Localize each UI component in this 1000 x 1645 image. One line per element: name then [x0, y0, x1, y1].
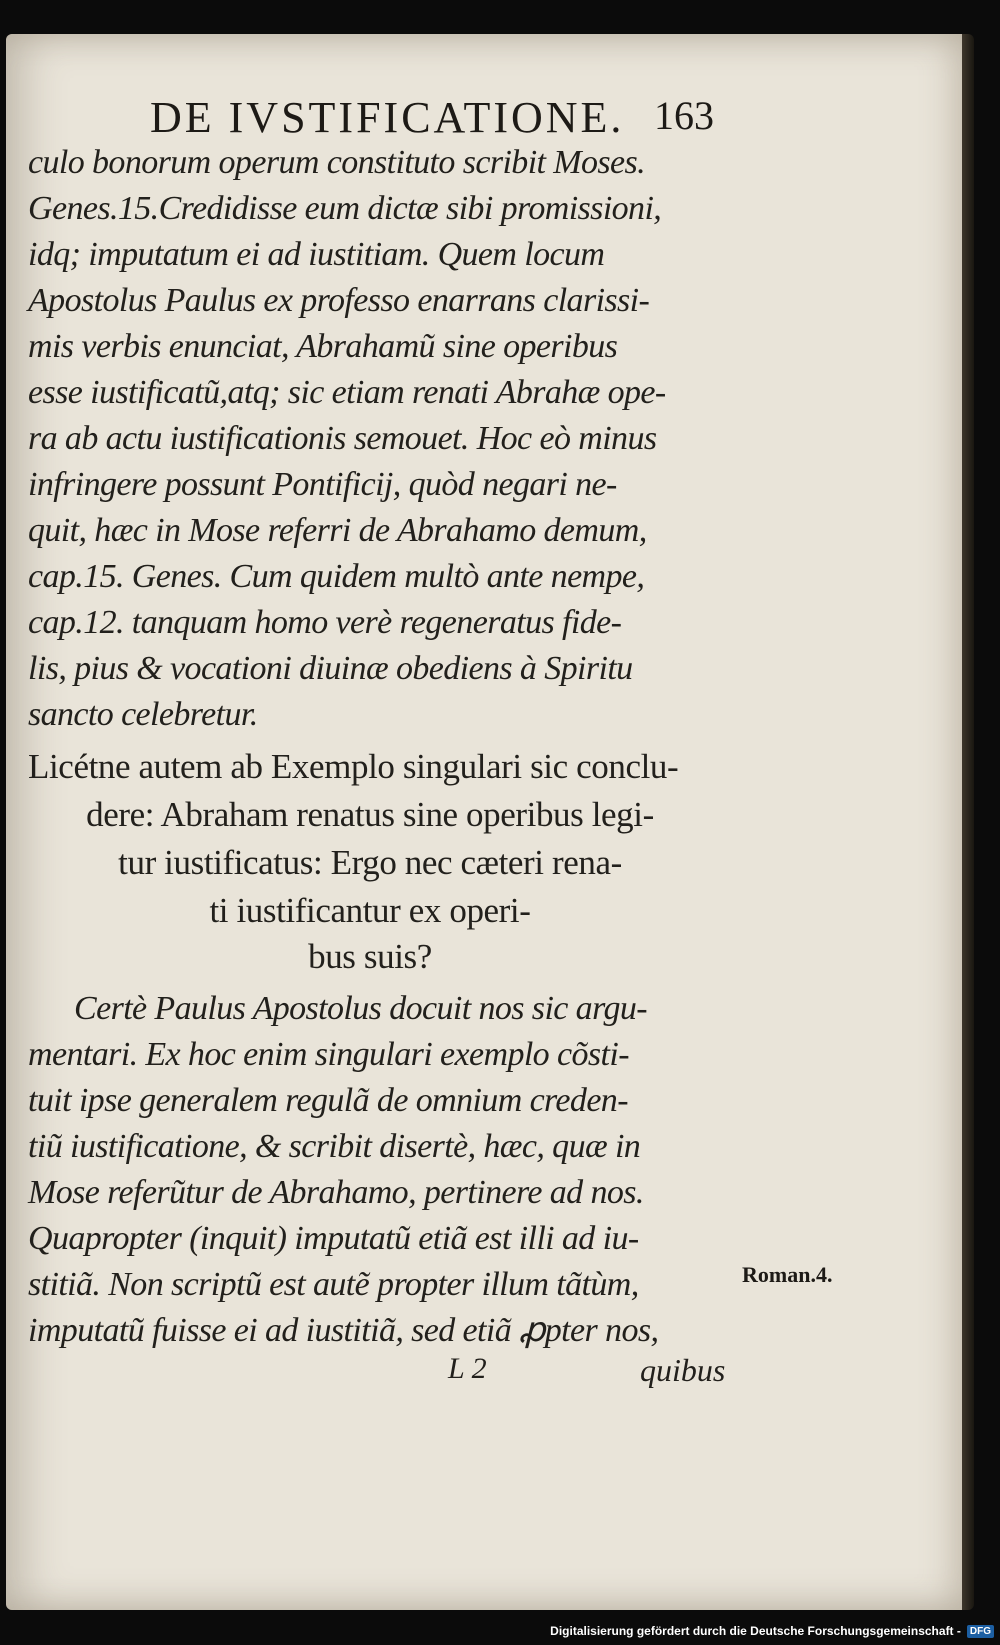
text-line: Genes.15.Credidisse eum dictæ sibi promissioni, — [28, 190, 662, 227]
catchword: quibus — [640, 1352, 726, 1388]
text-line: mentari. Ex hoc enim singulari exemplo cõsti- — [28, 1036, 629, 1073]
text-line: quit, hæc in Mose referri de Abrahamo demum, — [28, 512, 647, 549]
text-line: imputatũ fuisse ei ad iustitiã, sed etiã ꝓpter nos, — [28, 1312, 659, 1349]
text-line: sancto celebretur. — [28, 696, 258, 733]
margin-note: Roman.4. — [742, 1262, 833, 1287]
text-line: infringere possunt Pontificij, quòd negari ne- — [28, 466, 617, 503]
text-line: Apostolus Paulus ex professo enarrans clarissi- — [28, 282, 650, 319]
footer-credit — [550, 1624, 994, 1638]
text-line: stitiã. Non scriptũ est autẽ propter illum tãtùm, — [28, 1266, 639, 1303]
text-line: culo bonorum operum constituto scribit Moses. — [28, 144, 646, 181]
text-line: cap.12. tanquam homo verè regeneratus fide- — [28, 604, 622, 641]
text-line: tuit ipse generalem regulã de omnium creden- — [28, 1082, 628, 1119]
text-line: ra ab actu iustificationis semouet. Hoc eò minus — [28, 420, 657, 457]
text-line: lis, pius & vocationi diuinæ obediens à Spiritu — [28, 650, 633, 687]
dfg-logo: DFG — [967, 1625, 994, 1638]
text-line: Quapropter (inquit) imputatũ etiã est illi ad iu- — [28, 1220, 639, 1257]
book-edge — [962, 34, 974, 1610]
footer-credit-text: Digitalisierung gefördert durch die Deutsche Forschungsgemeinschaft - — [550, 1624, 961, 1638]
question-line: dere: Abraham renatus sine operibus legi- — [86, 795, 654, 834]
question-line: ti iustificantur ex operi- — [209, 891, 531, 930]
text-line: tiũ iustificatione, & scribit disertè, hæc, quæ in — [28, 1128, 641, 1165]
running-title: DE IVSTIFICATIONE. — [150, 93, 625, 142]
question-line: Licétne autem ab Exemplo singulari sic conclu- — [28, 747, 679, 786]
text-line: cap.15. Genes. Cum quidem multò ante nempe, — [28, 558, 645, 595]
page-number: 163 — [654, 93, 714, 138]
question-line: tur iustificatus: Ergo nec cæteri rena- — [118, 843, 622, 882]
text-line: Certè Paulus Apostolus docuit nos sic argu- — [74, 990, 647, 1027]
signature-mark: L 2 — [448, 1352, 487, 1385]
text-line: Mose referũtur de Abrahamo, pertinere ad nos. — [28, 1174, 644, 1211]
question-line: bus suis? — [308, 937, 432, 976]
text-line: mis verbis enunciat, Abrahamũ sine operibus — [28, 328, 618, 365]
text-line: esse iustificatũ,atq; sic etiam renati Abrahæ ope- — [28, 374, 666, 411]
text-line: idq; imputatum ei ad iustitiam. Quem locum — [28, 236, 605, 273]
